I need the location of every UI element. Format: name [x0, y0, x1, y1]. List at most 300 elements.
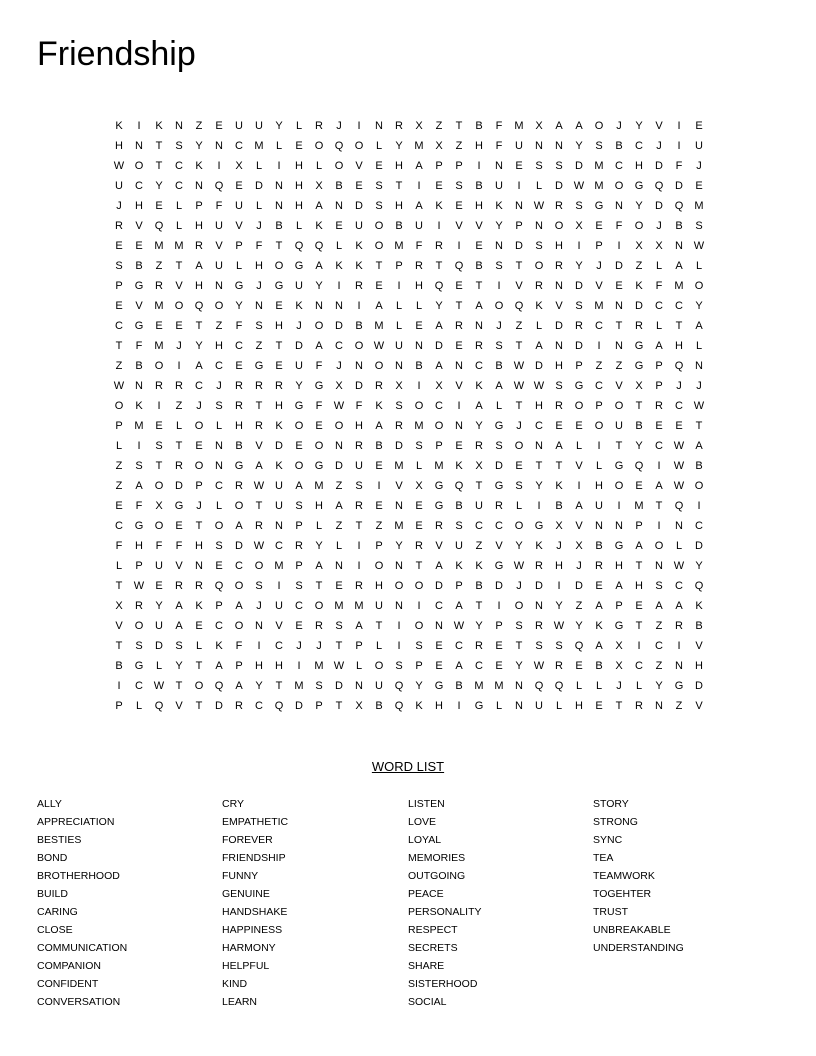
grid-letter: T — [515, 640, 523, 652]
grid-letter: M — [314, 660, 324, 672]
word-list-item: APPRECIATION — [37, 816, 115, 828]
grid-letter: S — [335, 620, 343, 632]
word-list-column — [408, 795, 482, 1011]
grid-letter: N — [215, 460, 223, 472]
grid-letter: O — [294, 460, 304, 472]
grid-letter: R — [275, 380, 283, 392]
grid-letter: K — [595, 620, 603, 632]
grid-letter: N — [335, 200, 343, 212]
grid-letter: R — [195, 240, 203, 252]
grid-letter: I — [497, 280, 501, 292]
grid-letter: N — [535, 440, 543, 452]
grid-letter: U — [415, 220, 423, 232]
grid-letter: R — [555, 260, 563, 272]
grid-letter: E — [315, 420, 323, 432]
grid-letter: A — [475, 300, 483, 312]
grid-letter: Y — [195, 340, 203, 352]
grid-letter: P — [295, 520, 303, 532]
grid-letter: I — [457, 400, 461, 412]
grid-letter: O — [134, 160, 144, 172]
grid-letter: G — [494, 480, 504, 492]
grid-letter: G — [494, 420, 504, 432]
grid-letter: O — [234, 620, 244, 632]
grid-letter: L — [515, 500, 523, 512]
grid-letter: Z — [515, 320, 523, 332]
grid-letter: I — [697, 500, 701, 512]
grid-letter: O — [334, 160, 344, 172]
grid-letter: A — [535, 340, 543, 352]
grid-letter: G — [174, 500, 184, 512]
grid-letter: B — [335, 180, 343, 192]
grid-letter: R — [535, 280, 543, 292]
grid-letter: M — [514, 120, 524, 132]
grid-letter: O — [194, 420, 204, 432]
grid-letter: R — [115, 220, 123, 232]
grid-letter: H — [635, 580, 643, 592]
grid-row — [109, 576, 709, 596]
grid-letter: E — [475, 240, 483, 252]
grid-letter: G — [494, 560, 504, 572]
grid-letter: T — [115, 340, 123, 352]
grid-letter: T — [175, 260, 183, 272]
grid-letter: K — [555, 480, 563, 492]
grid-letter: D — [695, 680, 703, 692]
grid-letter: Z — [455, 140, 463, 152]
grid-letter: V — [455, 220, 463, 232]
grid-letter: C — [475, 660, 483, 672]
grid-letter: R — [475, 640, 483, 652]
grid-letter: A — [355, 620, 363, 632]
grid-letter: O — [134, 620, 144, 632]
grid-letter: A — [215, 660, 223, 672]
grid-letter: E — [355, 180, 363, 192]
grid-row — [109, 416, 709, 436]
grid-letter: E — [415, 500, 423, 512]
grid-letter: J — [516, 420, 522, 432]
word-list-item: MEMORIES — [408, 852, 466, 864]
grid-letter: S — [575, 300, 583, 312]
grid-letter: N — [335, 440, 343, 452]
grid-letter: B — [235, 440, 243, 452]
grid-letter: M — [294, 680, 304, 692]
grid-letter: B — [475, 580, 483, 592]
grid-letter: P — [435, 160, 443, 172]
grid-letter: C — [115, 320, 123, 332]
grid-letter: E — [575, 420, 583, 432]
grid-row — [109, 496, 709, 516]
grid-letter: J — [176, 340, 182, 352]
grid-letter: O — [174, 300, 184, 312]
grid-letter: Z — [155, 260, 163, 272]
grid-letter: T — [615, 440, 623, 452]
grid-letter: K — [475, 380, 483, 392]
grid-letter: J — [576, 560, 582, 572]
grid-letter: Q — [694, 580, 704, 592]
grid-letter: T — [395, 180, 403, 192]
grid-letter: C — [435, 600, 443, 612]
grid-letter: A — [295, 480, 303, 492]
grid-letter: W — [513, 560, 525, 572]
grid-letter: I — [397, 640, 401, 652]
grid-letter: D — [555, 180, 563, 192]
grid-letter: X — [435, 140, 443, 152]
grid-letter: D — [675, 180, 683, 192]
grid-letter: Z — [175, 400, 183, 412]
word-list-item: TEAMWORK — [593, 870, 655, 882]
grid-letter: I — [357, 300, 361, 312]
grid-letter: N — [355, 360, 363, 372]
grid-letter: S — [415, 640, 423, 652]
grid-letter: A — [555, 440, 563, 452]
grid-letter: T — [475, 280, 483, 292]
grid-letter: R — [255, 380, 263, 392]
grid-letter: W — [513, 380, 525, 392]
grid-letter: C — [475, 520, 483, 532]
grid-letter: A — [335, 500, 343, 512]
word-list-item: CLOSE — [37, 924, 73, 936]
grid-letter: H — [395, 200, 403, 212]
grid-letter: O — [234, 500, 244, 512]
grid-letter: S — [655, 580, 663, 592]
grid-letter: U — [535, 700, 543, 712]
grid-letter: B — [475, 260, 483, 272]
grid-letter: T — [455, 120, 463, 132]
grid-letter: F — [175, 540, 183, 552]
grid-letter: R — [175, 580, 183, 592]
grid-letter: E — [235, 180, 243, 192]
grid-letter: R — [395, 120, 403, 132]
grid-letter: Z — [335, 520, 343, 532]
grid-letter: Q — [394, 680, 404, 692]
grid-letter: T — [275, 680, 283, 692]
grid-letter: T — [615, 700, 623, 712]
grid-letter: V — [515, 280, 523, 292]
grid-letter: L — [135, 700, 143, 712]
grid-letter: I — [457, 700, 461, 712]
grid-letter: R — [475, 440, 483, 452]
grid-letter: U — [495, 180, 503, 192]
grid-letter: H — [295, 200, 303, 212]
grid-letter: Y — [435, 300, 443, 312]
grid-letter: W — [573, 180, 585, 192]
grid-letter: W — [333, 400, 345, 412]
grid-letter: Y — [635, 120, 643, 132]
grid-letter: N — [655, 700, 663, 712]
grid-letter: Q — [514, 300, 524, 312]
grid-letter: F — [355, 400, 363, 412]
grid-letter: M — [474, 680, 484, 692]
grid-letter: M — [394, 460, 404, 472]
grid-letter: M — [394, 520, 404, 532]
grid-letter: K — [215, 640, 223, 652]
grid-letter: Q — [294, 240, 304, 252]
grid-letter: E — [215, 120, 223, 132]
grid-letter: T — [695, 420, 703, 432]
grid-letter: R — [435, 240, 443, 252]
grid-letter: A — [655, 340, 663, 352]
grid-letter: R — [235, 480, 243, 492]
grid-letter: T — [655, 500, 663, 512]
grid-letter: H — [275, 320, 283, 332]
grid-letter: L — [315, 520, 323, 532]
grid-letter: H — [295, 180, 303, 192]
grid-letter: O — [354, 340, 364, 352]
grid-letter: A — [475, 400, 483, 412]
grid-letter: E — [195, 620, 203, 632]
grid-letter: K — [275, 420, 283, 432]
grid-letter: E — [655, 420, 663, 432]
grid-letter: H — [275, 400, 283, 412]
grid-letter: X — [395, 380, 403, 392]
grid-letter: A — [195, 360, 203, 372]
grid-letter: W — [113, 160, 125, 172]
grid-letter: T — [355, 520, 363, 532]
grid-letter: G — [294, 260, 304, 272]
grid-letter: T — [255, 500, 263, 512]
grid-letter: E — [235, 360, 243, 372]
grid-letter: A — [175, 620, 183, 632]
grid-letter: T — [475, 480, 483, 492]
grid-letter: C — [235, 140, 243, 152]
grid-letter: Y — [575, 260, 583, 272]
grid-letter: Y — [555, 600, 563, 612]
grid-letter: V — [355, 160, 363, 172]
grid-letter: I — [397, 620, 401, 632]
grid-letter: R — [415, 540, 423, 552]
grid-letter: U — [155, 560, 163, 572]
grid-letter: M — [694, 200, 704, 212]
grid-letter: C — [675, 580, 683, 592]
grid-letter: D — [655, 200, 663, 212]
grid-letter: O — [514, 520, 524, 532]
grid-letter: Z — [115, 460, 123, 472]
grid-letter: Q — [454, 260, 464, 272]
grid-letter: U — [595, 500, 603, 512]
grid-letter: B — [555, 500, 563, 512]
grid-letter: M — [354, 600, 364, 612]
grid-letter: W — [693, 400, 705, 412]
grid-letter: S — [135, 640, 143, 652]
grid-letter: V — [455, 380, 463, 392]
word-list-item: COMMUNICATION — [37, 942, 128, 954]
grid-letter: K — [435, 200, 443, 212]
grid-letter: Y — [175, 660, 183, 672]
grid-letter: B — [275, 220, 283, 232]
grid-letter: V — [255, 440, 263, 452]
grid-row — [109, 376, 709, 396]
grid-letter: I — [557, 580, 561, 592]
grid-letter: G — [234, 460, 244, 472]
grid-letter: X — [535, 120, 543, 132]
grid-letter: J — [696, 160, 702, 172]
grid-letter: A — [235, 680, 243, 692]
grid-letter: C — [175, 160, 183, 172]
grid-letter: J — [196, 500, 202, 512]
grid-letter: R — [295, 540, 303, 552]
grid-letter: R — [135, 600, 143, 612]
grid-letter: Y — [695, 560, 703, 572]
grid-letter: D — [335, 680, 343, 692]
grid-letter: J — [116, 200, 122, 212]
grid-letter: S — [255, 580, 263, 592]
grid-letter: S — [495, 260, 503, 272]
grid-letter: L — [215, 420, 223, 432]
grid-letter: V — [495, 540, 503, 552]
grid-letter: J — [256, 220, 262, 232]
grid-letter: F — [135, 500, 143, 512]
word-list-item: BROTHERHOOD — [37, 870, 120, 882]
grid-letter: N — [215, 280, 223, 292]
grid-letter: T — [335, 640, 343, 652]
grid-letter: F — [415, 240, 423, 252]
grid-letter: A — [695, 320, 703, 332]
word-list-column — [37, 795, 127, 1011]
grid-letter: Y — [695, 300, 703, 312]
grid-letter: R — [555, 400, 563, 412]
grid-letter: K — [315, 220, 323, 232]
grid-letter: W — [513, 360, 525, 372]
grid-letter: L — [235, 260, 243, 272]
grid-letter: A — [135, 480, 143, 492]
grid-letter: O — [374, 560, 384, 572]
grid-letter: Q — [654, 180, 664, 192]
grid-letter: G — [594, 200, 604, 212]
grid-letter: X — [655, 240, 663, 252]
grid-letter: P — [355, 640, 363, 652]
grid-letter: P — [375, 540, 383, 552]
grid-letter: S — [415, 440, 423, 452]
grid-letter: C — [615, 160, 623, 172]
grid-row — [109, 156, 709, 176]
grid-letter: T — [195, 520, 203, 532]
grid-letter: C — [255, 700, 263, 712]
grid-letter: Z — [475, 540, 483, 552]
grid-letter: E — [415, 320, 423, 332]
grid-letter: N — [355, 680, 363, 692]
grid-letter: A — [255, 460, 263, 472]
word-list-item: PERSONALITY — [408, 906, 482, 918]
grid-letter: T — [375, 260, 383, 272]
grid-letter: N — [255, 300, 263, 312]
grid-letter: W — [333, 660, 345, 672]
grid-letter: T — [275, 240, 283, 252]
grid-letter: R — [315, 120, 323, 132]
grid-letter: B — [475, 180, 483, 192]
grid-letter: T — [415, 560, 423, 572]
grid-letter: U — [455, 540, 463, 552]
grid-letter: O — [594, 420, 604, 432]
grid-letter: L — [115, 560, 123, 572]
grid-row — [109, 336, 709, 356]
grid-letter: Y — [155, 180, 163, 192]
grid-letter: S — [455, 520, 463, 532]
grid-letter: C — [455, 640, 463, 652]
grid-letter: C — [595, 320, 603, 332]
grid-letter: O — [514, 600, 524, 612]
grid-letter: Q — [554, 680, 564, 692]
grid-letter: G — [134, 280, 144, 292]
grid-letter: R — [355, 280, 363, 292]
grid-letter: W — [133, 580, 145, 592]
grid-letter: S — [295, 500, 303, 512]
grid-letter: C — [235, 340, 243, 352]
grid-letter: T — [635, 620, 643, 632]
grid-letter: C — [295, 600, 303, 612]
grid-letter: N — [275, 520, 283, 532]
grid-letter: A — [575, 500, 583, 512]
word-list-item: HELPFUL — [222, 960, 270, 972]
grid-letter: O — [354, 140, 364, 152]
grid-letter: H — [215, 340, 223, 352]
grid-letter: A — [575, 120, 583, 132]
grid-letter: D — [575, 280, 583, 292]
grid-letter: A — [415, 200, 423, 212]
grid-letter: O — [154, 480, 164, 492]
grid-letter: W — [533, 200, 545, 212]
grid-letter: P — [515, 220, 523, 232]
grid-letter: G — [614, 620, 624, 632]
grid-letter: E — [555, 420, 563, 432]
grid-letter: Z — [215, 320, 223, 332]
word-list-item: RESPECT — [408, 924, 458, 936]
grid-letter: B — [595, 540, 603, 552]
word-list-item: HAPPINESS — [222, 924, 283, 936]
grid-letter: R — [415, 260, 423, 272]
grid-letter: B — [675, 220, 683, 232]
grid-row — [109, 136, 709, 156]
grid-letter: E — [195, 440, 203, 452]
grid-letter: P — [395, 260, 403, 272]
grid-letter: D — [555, 320, 563, 332]
grid-letter: E — [115, 300, 123, 312]
grid-letter: V — [555, 300, 563, 312]
grid-letter: G — [314, 380, 324, 392]
grid-letter: S — [215, 540, 223, 552]
grid-letter: S — [395, 660, 403, 672]
grid-letter: S — [375, 200, 383, 212]
grid-letter: S — [315, 680, 323, 692]
grid-letter: L — [335, 240, 343, 252]
grid-letter: S — [115, 260, 123, 272]
grid-row — [109, 476, 709, 496]
grid-letter: O — [614, 400, 624, 412]
grid-letter: K — [535, 540, 543, 552]
grid-letter: O — [414, 580, 424, 592]
grid-letter: D — [355, 380, 363, 392]
grid-letter: J — [656, 140, 662, 152]
grid-letter: O — [374, 240, 384, 252]
grid-letter: L — [215, 500, 223, 512]
grid-letter: I — [657, 460, 661, 472]
grid-letter: T — [455, 300, 463, 312]
grid-letter: P — [115, 280, 123, 292]
grid-row — [109, 596, 709, 616]
grid-letter: C — [115, 520, 123, 532]
grid-letter: I — [217, 160, 221, 172]
grid-letter: H — [555, 240, 563, 252]
grid-letter: E — [155, 420, 163, 432]
grid-letter: X — [615, 640, 623, 652]
grid-letter: I — [577, 240, 581, 252]
grid-letter: Q — [674, 200, 684, 212]
grid-letter: H — [435, 700, 443, 712]
grid-letter: Z — [115, 360, 123, 372]
grid-letter: O — [374, 220, 384, 232]
grid-letter: M — [374, 320, 384, 332]
grid-letter: O — [634, 220, 644, 232]
grid-letter: P — [195, 480, 203, 492]
grid-letter: G — [614, 540, 624, 552]
